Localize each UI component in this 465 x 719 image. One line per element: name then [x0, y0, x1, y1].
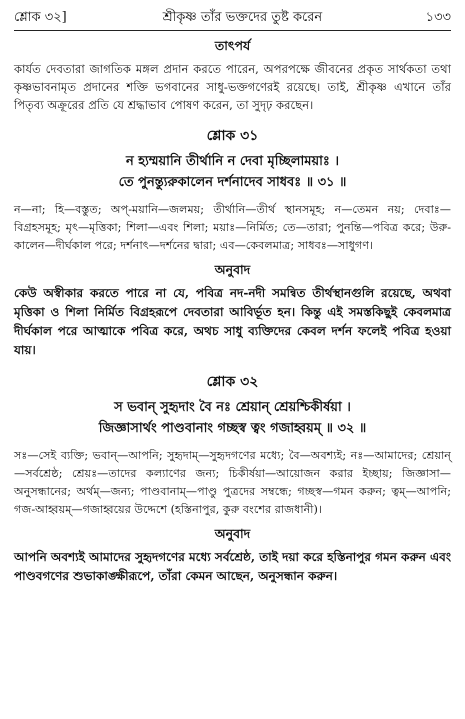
purport-text: কার্যত দেবতারা জাগতিক মঙ্গল প্রদান করতে পারেন, অপরপক্ষে জীবনের প্রকৃত সার্থকতা তথা কৃষ্ণভাবনামৃত প্রদানের শক্তি ভগবানের সাধু-ভক্তগণেরই রয়েছে। তাই, শ্রীকৃষ্ণ এখানে তাঁর পিতৃব্য অক্রূরের প্রতি যে শ্রদ্ধাভাব পোষণ করেন, তা সুদৃঢ় করছেন। — [14, 62, 451, 112]
verse-32-label: শ্লোক ৩২ — [206, 374, 259, 390]
verse-32-translation-heading: অনুবাদ — [214, 526, 251, 541]
verse-32-translation: আপনি অবশ্যই আমাদের সুহৃদগণের মধ্যে সর্বশ্রেষ্ঠ, তাই দয়া করে হস্তিনাপুর গমন করুন এবং পাণ্ডবগণের শুভাকাঙ্ক্ষীরূপে, তাঁরা কেমন আছেন, অনুসন্ধান করুন। — [14, 550, 451, 583]
verse-31-translation-heading: অনুবাদ — [214, 262, 251, 277]
chapter-title: শ্রীকৃষ্ণ তাঁর ভক্তদের তুষ্ট করেন — [162, 10, 323, 25]
verse-31-translation: কেউ অস্বীকার করতে পারে না যে, পবিত্র নদ-নদী সমন্বিত তীর্থস্থানগুলি রয়েছে, অথবা মৃত্তিকা ও শিলা নির্মিত বিগ্রহরূপে দেবতারা আবির্ভূত হন। কিন্তু এই সমস্তকিছুই কেবলমাত্র দীর্ঘকাল পরে আত্মাকে পবিত্র করে, অথচ সাধু ব্যক্তিদের কেবল দর্শন ফলেই পবিত্র হওয়া যায়। — [14, 286, 451, 357]
verse-31-synonyms: ন—না; হি—বস্তুত; অপ্‌-ময়ানি—জলময়; তীর্থানি—তীর্থ স্থানসমূহ; ন—তেমন নয়; দেবাঃ—বিগ্রহসমূহ; মৃৎ—মৃত্তিকা; শিলা—এবং শিলা; ময়াঃ—নির্মিত; তে—তারা; পুনন্তি—পবিত্র করে; উরু-কালেন—দীর্ঘকাল পরে; দর্শনাৎ—দর্শনের দ্বারা; এব—কেবলমাত্র; সাধবঃ—সাধুগণ। — [14, 203, 451, 252]
verse-32-synonyms: সঃ—সেই ব্যক্তি; ভবান্‌—আপনি; সুহৃদাম্‌—সুহৃদগণের মধ্যে; বৈ—অবশ্যই; নঃ—আমাদের; শ্রেয়ান্‌—সর্বশ্রেষ্ঠ; শ্রেয়ঃ—তাদের কল্যাণের জন্য; চিকীর্ষয়া—আয়োজন করার ইচ্ছায়; জিজ্ঞাসা—অনুসন্ধানের; অর্থম্‌—জন্য; পাণ্ডবানাম্‌—পাণ্ডু পুত্রদের সম্বন্ধে; গচ্ছস্ব—গমন করুন; ত্বম্‌—আপনি; গজ-আহ্বয়ম্‌—গজাহ্বয়ের উদ্দেশে (হস্তিনাপুর, কুরু বংশের রাজধানী)। — [14, 449, 451, 516]
verse-32-line-1: স ভবান্‌ সুহৃদাং বৈ নঃ শ্রেয়ান্‌ শ্রেয়শ্চিকীর্ষয়া । — [114, 400, 351, 415]
verse-reference: শ্লোক ৩২] — [14, 10, 67, 25]
verse-32-line-2: জিজ্ঞাসার্থং পাণ্ডবানাং গচ্ছস্ব ত্বং গজাহ্বয়ম্‌ ॥ ৩২ ॥ — [98, 421, 367, 436]
purport-heading: তাৎপর্য — [214, 38, 251, 53]
verse-31-line-2: তে পুনন্ত্যুরুকালেন দর্শনাদেব সাধবঃ ॥ ৩১ ॥ — [118, 175, 347, 190]
verse-31-line-1: ন হ্যম্ময়ানি তীর্থানি ন দেবা মৃচ্ছিলাময়াঃ । — [125, 154, 339, 169]
verse-31-label: শ্লোক ৩১ — [206, 128, 259, 144]
page-header — [14, 8, 451, 31]
page-number: ১৩৩ — [425, 10, 451, 25]
